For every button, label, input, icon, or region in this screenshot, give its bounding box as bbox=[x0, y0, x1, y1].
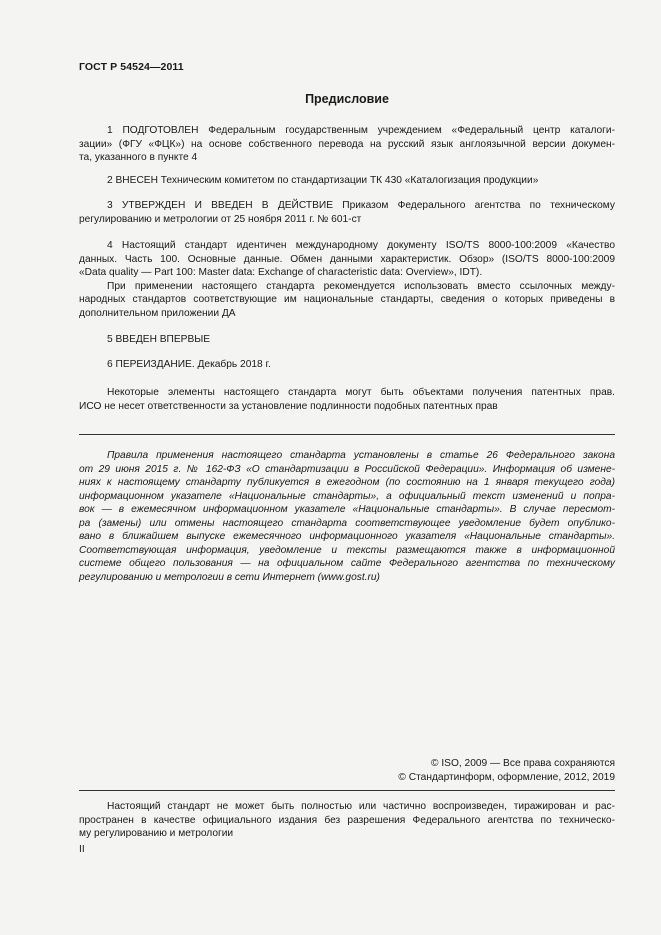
notice-line: от 29 июня 2015 г. № 162-ФЗ «О стандартизации в Российской Федерации». Информация об измене- bbox=[79, 463, 615, 475]
item-4-line: «Data quality — Part 100: Master data: Exchange of characteristic data: Overview», IDT). bbox=[79, 267, 483, 278]
standard-header: ГОСТ Р 54524—2011 bbox=[79, 61, 184, 73]
notice-line: вано в ближайшем выпуске ежемесячного информационного указателя «Национальные стандарты». bbox=[79, 531, 615, 542]
page-title: Предисловие bbox=[305, 92, 389, 106]
item-4 bbox=[79, 239, 615, 320]
item-4-line: 4 Настоящий стандарт идентичен международному документу ISO/TS 8000-100:2009 «Качество bbox=[107, 240, 615, 251]
notice-line: ниях к настоящему стандарту публикуется в ежегодном (по состоянию на 1 января текущего года) bbox=[79, 477, 615, 488]
copyright-iso: © ISO, 2009 — Все права сохраняются bbox=[431, 758, 615, 769]
standardization-notice bbox=[79, 449, 615, 584]
reproduction-line: му регулированию и метрологии bbox=[79, 828, 234, 839]
page-number: II bbox=[79, 844, 85, 855]
item-4b-line: дополнительном приложении ДА bbox=[79, 307, 236, 319]
reproduction-line: пространен в качестве официального издания без разрешения Федерального агентства по техническо- bbox=[79, 814, 615, 826]
copyright-standartinform: © Стандартинформ, оформление, 2012, 2019 bbox=[398, 771, 615, 783]
item-2-line: 2 ВНЕСЕН Техническим комитетом по стандартизации ТК 430 «Каталогизация продукции» bbox=[107, 175, 539, 186]
item-1-line: 1 ПОДГОТОВЛЕН Федеральным государственным учреждением «Федеральный центр каталоги- bbox=[107, 125, 615, 136]
item-4b-line: При применении настоящего стандарта рекомендуется использовать вместо ссылочных между- bbox=[107, 280, 615, 292]
item-6 bbox=[79, 358, 615, 372]
item-5-line: 5 ВВЕДЕН ВПЕРВЫЕ bbox=[107, 334, 211, 345]
reproduction-notice bbox=[79, 800, 615, 841]
notice-line: вок — в ежемесячном информационном указателе «Национальные стандарты». В случае пересмот- bbox=[79, 504, 615, 515]
notice-line: регулированию и метрологии в сети Интернет (www.gost.ru) bbox=[79, 571, 380, 583]
item-3 bbox=[79, 199, 615, 226]
item-2 bbox=[79, 174, 615, 188]
item-1-line: та, указанного в пункте 4 bbox=[79, 152, 198, 163]
section-divider bbox=[79, 434, 615, 435]
reproduction-line: Настоящий стандарт не может быть полностью или частично воспроизведен, тиражирован и рас- bbox=[107, 801, 615, 812]
footer-divider bbox=[79, 790, 615, 791]
copyright-block bbox=[398, 757, 615, 784]
notice-line: системе общего пользования — на официальном сайте Федерального агентства по техническому bbox=[79, 558, 615, 569]
item-4-line: данных. Часть 100. Основные данные. Обмен данными характеристик. Обзор» (ISO/TS 8000-100:2009 bbox=[79, 253, 615, 265]
item-3-line: регулированию и метрологии от 25 ноября 2011 г. № 601-ст bbox=[79, 213, 362, 225]
notice-line: Правила применения настоящего стандарта установлены в статье 26 Федерального закона bbox=[107, 450, 615, 461]
item-4b-line: народных стандартов соответствующие им национальные стандарты, сведения о которых приведены в bbox=[79, 294, 615, 305]
notice-line: информационном указателе «Национальные стандарты», а официальный текст изменений и попра- bbox=[79, 490, 615, 502]
patent-note-line: Некоторые элементы настоящего стандарта могут быть объектами получения патентных прав. bbox=[107, 387, 615, 398]
item-6-line: 6 ПЕРЕИЗДАНИЕ. Декабрь 2018 г. bbox=[107, 359, 271, 370]
item-1 bbox=[79, 124, 615, 165]
notice-line: Соответствующая информация, уведомление и тексты размещаются также в информационной bbox=[79, 544, 615, 556]
notice-line: ра (замены) или отмены настоящего стандарта соответствующее уведомление будет опублико- bbox=[79, 517, 615, 529]
item-3-line: 3 УТВЕРЖДЕН И ВВЕДЕН В ДЕЙСТВИЕ Приказом Федерального агентства по техническому bbox=[107, 200, 615, 211]
patent-note-line: ИСО не несет ответственности за установление подлинности подобных патентных прав bbox=[79, 400, 498, 412]
patent-note bbox=[79, 386, 615, 413]
item-1-line: зации» (ФГУ «ФЦК») на основе собственного перевода на русский язык англоязычной версии докумен- bbox=[79, 138, 615, 150]
item-5 bbox=[79, 333, 615, 347]
